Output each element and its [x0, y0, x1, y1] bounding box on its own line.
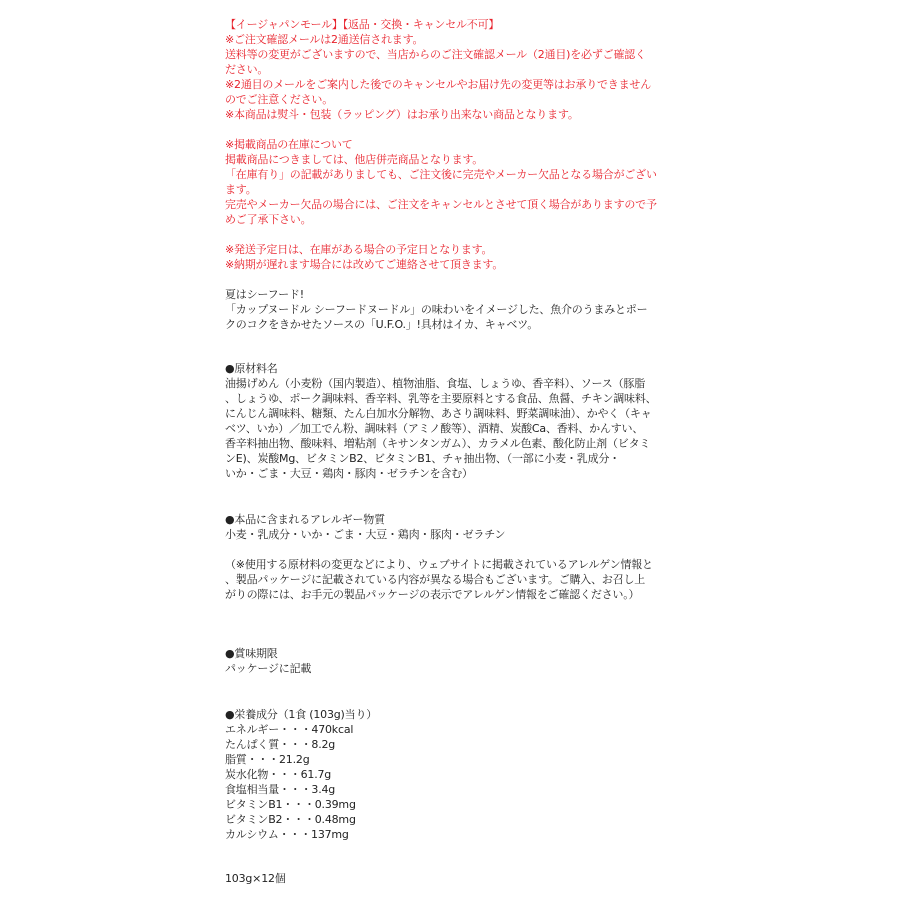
ingredients-line: いか・ごま・大豆・鶏肉・豚肉・ゼラチンを含む） [225, 467, 473, 480]
package-size-text: 103g×12個 [225, 872, 286, 885]
stock-line: ※掲載商品の在庫について [225, 138, 353, 151]
nutrition-line: エネルギー・・・470kcal [225, 723, 354, 736]
expiry-value: パッケージに記載 [225, 662, 312, 675]
nutrition-section [225, 707, 665, 842]
nutrition-line: たんぱく質・・・8.2g [225, 738, 336, 751]
ingredients-heading: ●原材料名 [225, 362, 278, 375]
allergens-list: 小麦・乳成分・いか・ごま・大豆・鶏肉・豚肉・ゼラチン [225, 528, 506, 541]
notice-line: 【イージャパンモール】【返品・交換・キャンセル不可】 [225, 18, 500, 31]
nutrition-line: ビタミンB2・・・0.48mg [225, 813, 356, 826]
notice-line: 送料等の変更がございますので、当店からのご注文確認メール（2通目)を必ずご確認く [225, 48, 646, 61]
stock-line: ます。 [225, 183, 257, 196]
shipping-line: ※発送予定日は、在庫がある場合の予定日となります。 [225, 243, 493, 256]
nutrition-line: ビタミンB1・・・0.39mg [225, 798, 356, 811]
ingredients-section [225, 361, 665, 481]
ingredients-line: 油揚げめん（小麦粉（国内製造）、植物油脂、食塩、しょうゆ、香辛料）、ソース（豚脂 [225, 377, 646, 390]
ingredients-line: ンE)、炭酸Mg、ビタミンB2、ビタミンB1、チャ抽出物、（一部に小麦・乳成分・ [225, 452, 620, 465]
nutrition-line: カルシウム・・・137mg [225, 828, 349, 841]
allergens-section [225, 512, 665, 602]
notice-line: ※ご注文確認メールは2通送信されます。 [225, 33, 424, 46]
package-size [225, 871, 665, 886]
notice-line: ※本商品は熨斗・包装（ラッピング）はお承り出来ない商品となります。 [225, 108, 579, 121]
expiry-heading: ●賞味期限 [225, 647, 278, 660]
nutrition-line: 脂質・・・21.2g [225, 753, 310, 766]
allergens-note-line: がりの際には、お手元の製品パッケージの表示でアレルゲン情報をご確認ください。） [225, 588, 640, 601]
product-description [225, 287, 665, 332]
description-line: 夏はシーフード! [225, 288, 304, 301]
stock-line: 掲載商品につきましては、他店併売商品となります。 [225, 153, 484, 166]
ingredients-line: ベツ、いか）／加工でん粉、調味料（アミノ酸等）、酒精、炭酸Ca、香料、かんすい、 [225, 422, 644, 435]
order-notice [225, 17, 665, 122]
description-line: クのコクをきかせたソースの「U.F.O.」!具材はイカ、キャベツ。 [225, 318, 539, 331]
nutrition-line: 食塩相当量・・・3.4g [225, 783, 336, 796]
notice-line: ※2通目のメールをご案内した後でのキャンセルやお届け先の変更等はお承りできません [225, 78, 651, 91]
stock-line: 完売やメーカー欠品の場合には、ご注文をキャンセルとさせて頂く場合がありますので予 [225, 198, 657, 211]
expiry-section [225, 646, 665, 676]
stock-notice [225, 137, 665, 272]
ingredients-line: 香辛料抽出物、酸味料、増粘剤（キサンタンガム）、カラメル色素、酸化防止剤（ビタミ [225, 437, 651, 450]
description-line: 「カップヌードル シーフードヌードル」の味わいをイメージした、魚介のうまみとポー [225, 303, 648, 316]
notice-line: のでご注意ください。 [225, 93, 333, 106]
nutrition-line: 炭水化物・・・61.7g [225, 768, 332, 781]
shipping-line: ※納期が遅れます場合には改めてご連絡させて頂きます。 [225, 258, 504, 271]
nutrition-heading: ●栄養成分（1食 (103g)当り） [225, 708, 378, 721]
allergens-note-line: （※使用する原材料の変更などにより、ウェブサイトに掲載されているアレルゲン情報と [225, 558, 653, 571]
ingredients-line: にんじん調味料、糖類、たん白加水分解物、あさり調味料、野菜調味油）、かやく（キャ [225, 407, 652, 420]
allergens-note-line: 、製品パッケージに記載されている内容が異なる場合もございます。ご購入、お召し上 [225, 573, 646, 586]
stock-line: 「在庫有り」の記載がありましても、ご注文後に完売やメーカー欠品となる場合がござい [225, 168, 657, 181]
notice-line: ださい。 [225, 63, 269, 76]
stock-line: めご了承下さい。 [225, 213, 312, 226]
allergens-heading: ●本品に含まれるアレルギー物質 [225, 513, 385, 526]
ingredients-line: 、しょうゆ、ポーク調味料、香辛料、乳等を主要原料とする食品、魚醤、チキン調味料、 [225, 392, 657, 405]
